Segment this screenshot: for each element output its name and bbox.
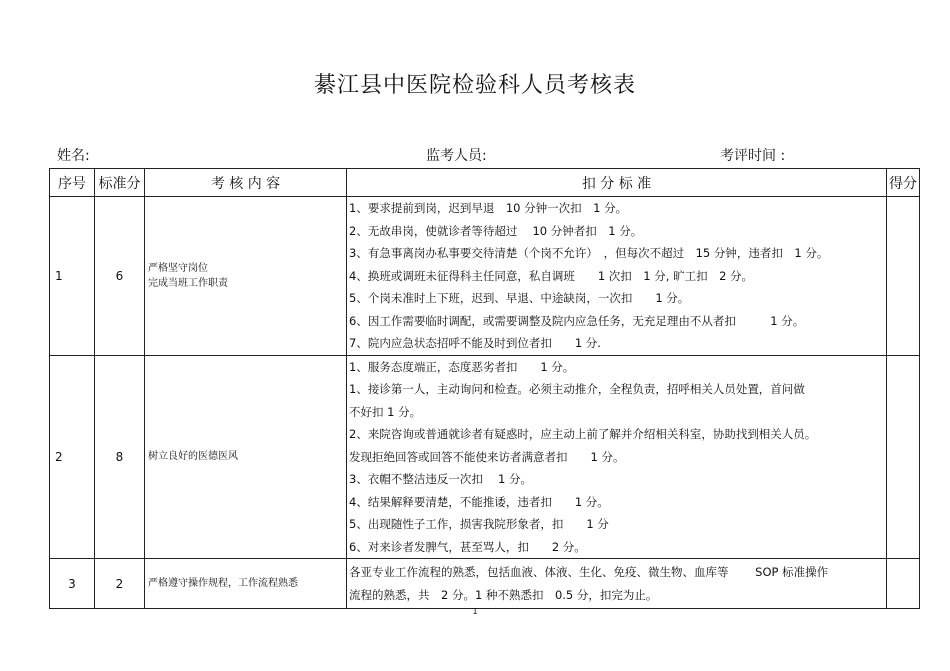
row-standard-score: 6 [95, 197, 145, 356]
row-standard-score: 2 [95, 559, 145, 609]
column-header-points: 得分 [887, 169, 920, 197]
content-line: 完成当班工作职责 [148, 277, 228, 289]
standard-line: 7、院内应急状态招呼不能及时到位者扣 1 分. [349, 336, 601, 350]
table-header-row [50, 169, 920, 197]
standard-line: 1、接诊第一人，主动询问和检查。必须主动推介，全程负责，招呼相关人员处置，首问做 [349, 382, 805, 396]
row-standards [347, 197, 887, 356]
row-content [145, 355, 347, 559]
page-number: 1 [472, 607, 478, 616]
content-line: 树立良好的医德医风 [148, 451, 238, 463]
column-header-score: 标准分 [95, 169, 145, 197]
standard-line: 流程的熟悉，共 2 分。1 种不熟悉扣 0.5 分，扣完为止。 [349, 587, 658, 602]
standard-line: 5、个岗未准时上下班，迟到、早退、中途缺岗，一次扣 1 分。 [349, 291, 690, 305]
page-title: 綦江县中医院检验科人员考核表 [313, 73, 636, 98]
standard-line: 3、衣帽不整洁违反一次扣 1 分。 [349, 472, 532, 486]
standard-line: 不好扣 1 分。 [349, 404, 422, 419]
standard-line: 4、结果解释要清楚，不能推诿，违者扣 1 分。 [349, 494, 609, 509]
standard-line: 3、有急事离岗办私事要交待清楚（个岗不允许） ，但每次不超过 15 分钟，违者扣 1 分。 [349, 246, 829, 260]
row-content [145, 559, 347, 609]
row-index: 1 [50, 197, 95, 356]
standard-line: 5、出现随性子工作，损害我院形象者，扣 1 分 [349, 517, 609, 531]
standard-line: 6、因工作需要临时调配，或需要调整及院内应急任务，无充足理由不从者扣 1 分。 [349, 313, 805, 328]
table-row [50, 559, 920, 609]
standard-line: 1、要求提前到岗，迟到早退 10 分钟一次扣 1 分。 [349, 201, 628, 215]
column-header-content: 考 核 内 容 [145, 169, 347, 197]
standard-line: 各亚专业工作流程的熟悉，包括血液、体液、生化、免疫、微生物、血库等 SOP 标准操作 [349, 565, 829, 579]
standard-line: 2、无故串岗，使就诊者等待超过 10 分钟者扣 1 分。 [349, 223, 643, 238]
column-header-index: 序号 [50, 169, 95, 197]
row-standards [347, 559, 887, 609]
standard-line: 2、来院咨询或普通就诊者有疑惑时，应主动上前了解并介绍相关科室，协助找到相关人员。 [349, 427, 817, 441]
standard-line: 1、服务态度端正，态度恶劣者扣 1 分。 [349, 359, 575, 374]
row-content [145, 197, 347, 356]
evaluation-time-label: 考评时间 : [720, 148, 786, 164]
name-label: 姓名: [57, 148, 90, 164]
row-points-cell[interactable] [887, 559, 920, 609]
assessment-table [49, 168, 920, 609]
row-points-cell[interactable] [887, 197, 920, 356]
examiner-label: 监考人员: [426, 148, 487, 164]
row-points-cell[interactable] [887, 355, 920, 559]
row-standard-score: 8 [95, 355, 145, 559]
column-header-standard: 扣 分 标 准 [347, 169, 887, 197]
row-index: 3 [50, 559, 95, 609]
content-line: 严格坚守岗位 [148, 262, 208, 274]
table-row [50, 355, 920, 559]
row-index: 2 [50, 355, 95, 559]
content-line: 严格遵守操作规程，工作流程熟悉 [148, 578, 298, 589]
table-row [50, 197, 920, 356]
standard-line: 4、换班或调班未征得科主任同意，私自调班 1 次扣 1 分, 旷工扣 2 分。 [349, 268, 754, 283]
standard-line: 发现拒绝回答或回答不能使来访者满意者扣 1 分。 [349, 449, 625, 464]
row-standards [347, 355, 887, 559]
standard-line: 6、对来诊者发脾气，甚至骂人，扣 2 分。 [349, 539, 586, 554]
